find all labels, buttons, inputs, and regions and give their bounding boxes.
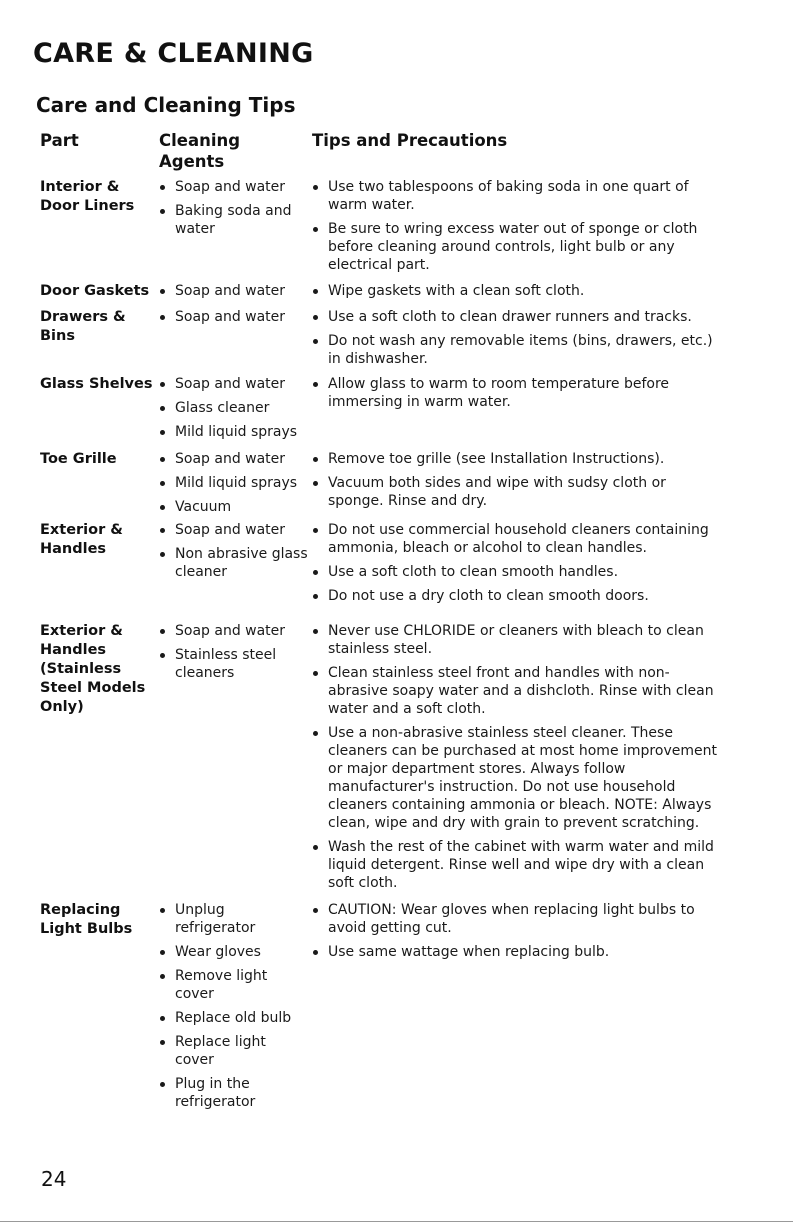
list-item: Soap and water [158, 521, 308, 539]
column-header-tips: Tips and Precautions [312, 131, 508, 150]
list-item: Stainless steel cleaners [158, 646, 308, 682]
list-item: Use same wattage when replacing bulb. [311, 943, 721, 961]
list-item: Mild liquid sprays [158, 423, 308, 441]
list-item: Replace light cover [158, 1033, 308, 1069]
list-item: Mild liquid sprays [158, 474, 308, 492]
cleaning-agents-list [158, 622, 308, 688]
list-item: Vacuum both sides and wipe with sudsy cloth or sponge. Rinse and dry. [311, 474, 721, 510]
part-label: Drawers & Bins [40, 309, 126, 344]
part-label: Replacing Light Bulbs [40, 902, 133, 937]
list-item: Wear gloves [158, 943, 308, 961]
page-number: 24 [41, 1167, 67, 1191]
tips-list [311, 282, 721, 306]
tips-list [311, 450, 721, 516]
list-item: Soap and water [158, 178, 308, 196]
list-item: Plug in the refrigerator [158, 1075, 308, 1111]
list-item: Glass cleaner [158, 399, 308, 417]
tips-list [311, 622, 721, 898]
list-item: Soap and water [158, 622, 308, 640]
list-item: Wipe gaskets with a clean soft cloth. [311, 282, 721, 300]
list-item: CAUTION: Wear gloves when replacing light bulbs to avoid getting cut. [311, 901, 721, 937]
part-label: Interior & Door Liners [40, 179, 135, 214]
list-item: Baking soda and water [158, 202, 308, 238]
cleaning-agents-list [158, 282, 308, 306]
tips-list [311, 178, 721, 280]
part-label: Exterior & Handles (Stainless Steel Models Only) [40, 623, 146, 715]
list-item: Be sure to wring excess water out of sponge or cloth before cleaning around controls, light bulb or any electrical part. [311, 220, 721, 274]
list-item: Vacuum [158, 498, 308, 516]
cleaning-agents-list [158, 901, 308, 1117]
list-item: Remove toe grille (see Installation Instructions). [311, 450, 721, 468]
cleaning-agents-list [158, 450, 308, 522]
list-item: Use a soft cloth to clean drawer runners and tracks. [311, 308, 721, 326]
list-item: Non abrasive glass cleaner [158, 545, 308, 581]
list-item: Do not use commercial household cleaners containing ammonia, bleach or alcohol to clean handles. [311, 521, 721, 557]
list-item: Replace old bulb [158, 1009, 308, 1027]
part-label: Exterior & Handles [40, 522, 123, 557]
list-item: Clean stainless steel front and handles with non-abrasive soapy water and a dishcloth. Rinse with clean water and a soft cloth. [311, 664, 721, 718]
cleaning-agents-list [158, 308, 308, 332]
list-item: Use a soft cloth to clean smooth handles. [311, 563, 721, 581]
page-title: CARE & CLEANING [33, 38, 314, 69]
list-item: Soap and water [158, 450, 308, 468]
part-label: Glass Shelves [40, 376, 153, 392]
list-item: Never use CHLORIDE or cleaners with bleach to clean stainless steel. [311, 622, 721, 658]
cleaning-agents-list [158, 521, 308, 587]
list-item: Do not use a dry cloth to clean smooth doors. [311, 587, 721, 605]
cleaning-agents-list [158, 375, 308, 447]
list-item: Use a non-abrasive stainless steel cleaner. These cleaners can be purchased at most home improvement or major department stores. Always follow manufacturer's instruction. Do not use household cleaners containing ammonia or bleach. NOTE: Always clean, wipe and dry with grain to prevent scratching. [311, 724, 721, 832]
section-title: Care and Cleaning Tips [36, 93, 296, 117]
part-label: Toe Grille [40, 451, 117, 467]
tips-list [311, 521, 721, 611]
list-item: Allow glass to warm to room temperature before immersing in warm water. [311, 375, 721, 411]
tips-list [311, 308, 721, 374]
list-item: Remove light cover [158, 967, 308, 1003]
part-label: Door Gaskets [40, 283, 150, 299]
bottom-divider [0, 1221, 793, 1222]
list-item: Unplug refrigerator [158, 901, 308, 937]
list-item: Soap and water [158, 375, 308, 393]
column-header-cleaning-agents: Cleaning Agents [159, 131, 241, 171]
tips-list [311, 901, 721, 967]
column-header-part: Part [40, 131, 79, 150]
list-item: Soap and water [158, 282, 308, 300]
cleaning-agents-list [158, 178, 308, 244]
list-item: Do not wash any removable items (bins, drawers, etc.) in dishwasher. [311, 332, 721, 368]
tips-list [311, 375, 721, 417]
list-item: Soap and water [158, 308, 308, 326]
list-item: Use two tablespoons of baking soda in one quart of warm water. [311, 178, 721, 214]
list-item: Wash the rest of the cabinet with warm water and mild liquid detergent. Rinse well and wipe dry with a clean soft cloth. [311, 838, 721, 892]
